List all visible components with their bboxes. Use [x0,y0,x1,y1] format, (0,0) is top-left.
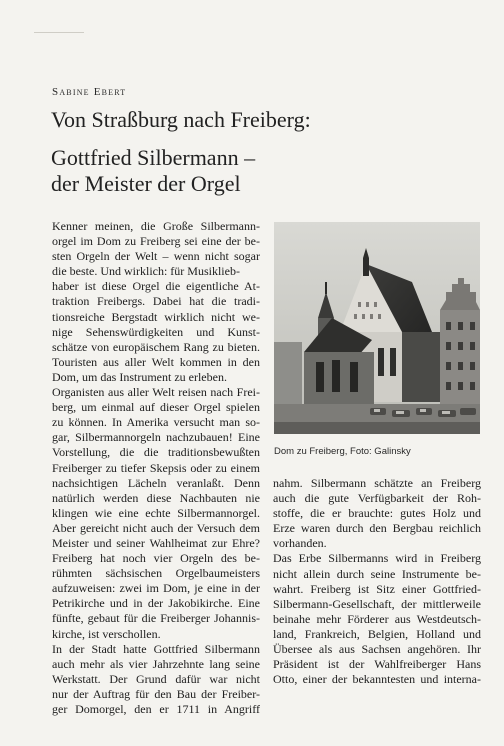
text-line: schätze von europäischem Rang zu bieten. [52,339,260,354]
text-line: Meister und seiner Wahlheimat zur Ehre? [52,535,260,550]
text-line: auch mehr als vier Jahrzehnte lang seine [52,656,260,671]
text-line: berg, um einmal auf dieser Orgel spielen [52,400,260,415]
text-line: aufzuweisen: zwei im Dom, je eine in der [52,581,260,596]
text-line: Präsident ist der Wahlfreiberger Hans [273,657,481,672]
text-line: nur der Auftrag für den Bau der Freiber- [52,686,260,701]
cathedral-photo-illustration [274,222,480,434]
text-line: klingen wie eine echte Silbermannorgel. [52,505,260,520]
text-line: Werkstatt. Der Grund dafür war nicht [52,671,260,686]
cathedral-photo [274,222,480,434]
text-line: die beste. Und wirklich: für Musiklieb- [52,264,240,279]
text-line: kirche, ist verschollen. [52,626,161,641]
text-line: Petrikirche und in der Jakobikirche. Eine [52,596,260,611]
text-line: orgel im Dom zu Freiberg sei eine der be- [52,234,260,249]
text-line: gar, Silbermannorgeln nachzubauen! Eine [52,430,260,445]
text-line: sten Orgeln der Welt – wenn nicht sogar [52,249,260,264]
text-line: nicht allein durch seine Instrumente be- [273,566,481,581]
photo-caption: Dom zu Freiberg, Foto: Galinsky [274,446,411,457]
text-column-right [273,476,481,687]
text-line: auch die gute Verfügbarkeit der Roh- [273,491,481,506]
text-line: nachsichtigen Lächeln veranlaßt. Denn [52,475,260,490]
text-line: nahm. Silbermann schätzte an Freiberg [273,476,481,490]
text-line: rühmten sächsischen Orgelbaumeisters [52,566,260,581]
text-line: Kenner meinen, die Große Silbermann- [52,219,260,233]
text-line: Erze waren durch den Bergbau reichlich [273,521,481,536]
text-line: wahrt. Freiberg ist Sitz einer Gottfried- [273,581,481,596]
text-line: Otto, einer der bekanntesten und interna- [273,672,481,687]
text-line: stoffe, die er brauchte: gutes Holz und [273,506,481,521]
text-line: haber ist diese Orgel die eigentliche At- [52,279,260,294]
text-line: Aber gereicht nicht auch der Versuch dem [52,520,260,535]
text-line: land, Frankreich, Belgien, Holland und [273,626,481,641]
text-line: Übersee als aus Sachsen angehören. Ihr [273,642,481,657]
text-line: Touristen aus aller Welt kommen in den [52,354,260,369]
author-name: Sabine Ebert [52,86,127,98]
text-line: Dom, um das Instrument zu erleben. [52,369,227,384]
text-line: natürlich werden diese Nachbauten nie [52,490,260,505]
text-line: traktion Freibergs. Dabei hat die tradi- [52,294,260,309]
text-line: ger Domorgel, den er 1711 in Angriff [52,702,260,716]
text-line: tionsreiche Bergstadt wirklich nicht we- [52,309,260,324]
text-line: Freiberger zu tiefer Skepsis oder zu einem [52,460,260,475]
article-subtitle-line-1: Gottfried Silbermann – [51,145,256,170]
text-line: In der Stadt hatte Gottfried Silbermann [52,641,260,656]
text-column-left [52,219,260,717]
article-subtitle-line-2: der Meister der Orgel [51,171,241,196]
text-line: Freiberg hat noch vier Orgeln des be- [52,551,260,566]
text-line: Vorstellung, die die traditionsbewußten [52,445,260,460]
article-title: Von Straßburg nach Freiberg: [51,107,311,132]
page-rule [34,32,84,33]
text-line: beinahe mehr Förderer aus Westdeutsch- [273,611,481,626]
text-line: nige Sehenswürdigkeiten und Kunst- [52,324,260,339]
text-line: Silbermann-Gesellschaft, der mittlerweile [273,596,481,611]
text-line: fünfte, gebaut für die Freiberger Johannis- [52,611,260,626]
text-line: Das Erbe Silbermanns wird in Freiberg [273,551,481,566]
text-line: Organisten aus aller Welt reisen nach Frei- [52,385,260,400]
text-line: zu können. In Amerika versucht man so- [52,415,260,430]
text-line: vorhanden. [273,536,327,551]
